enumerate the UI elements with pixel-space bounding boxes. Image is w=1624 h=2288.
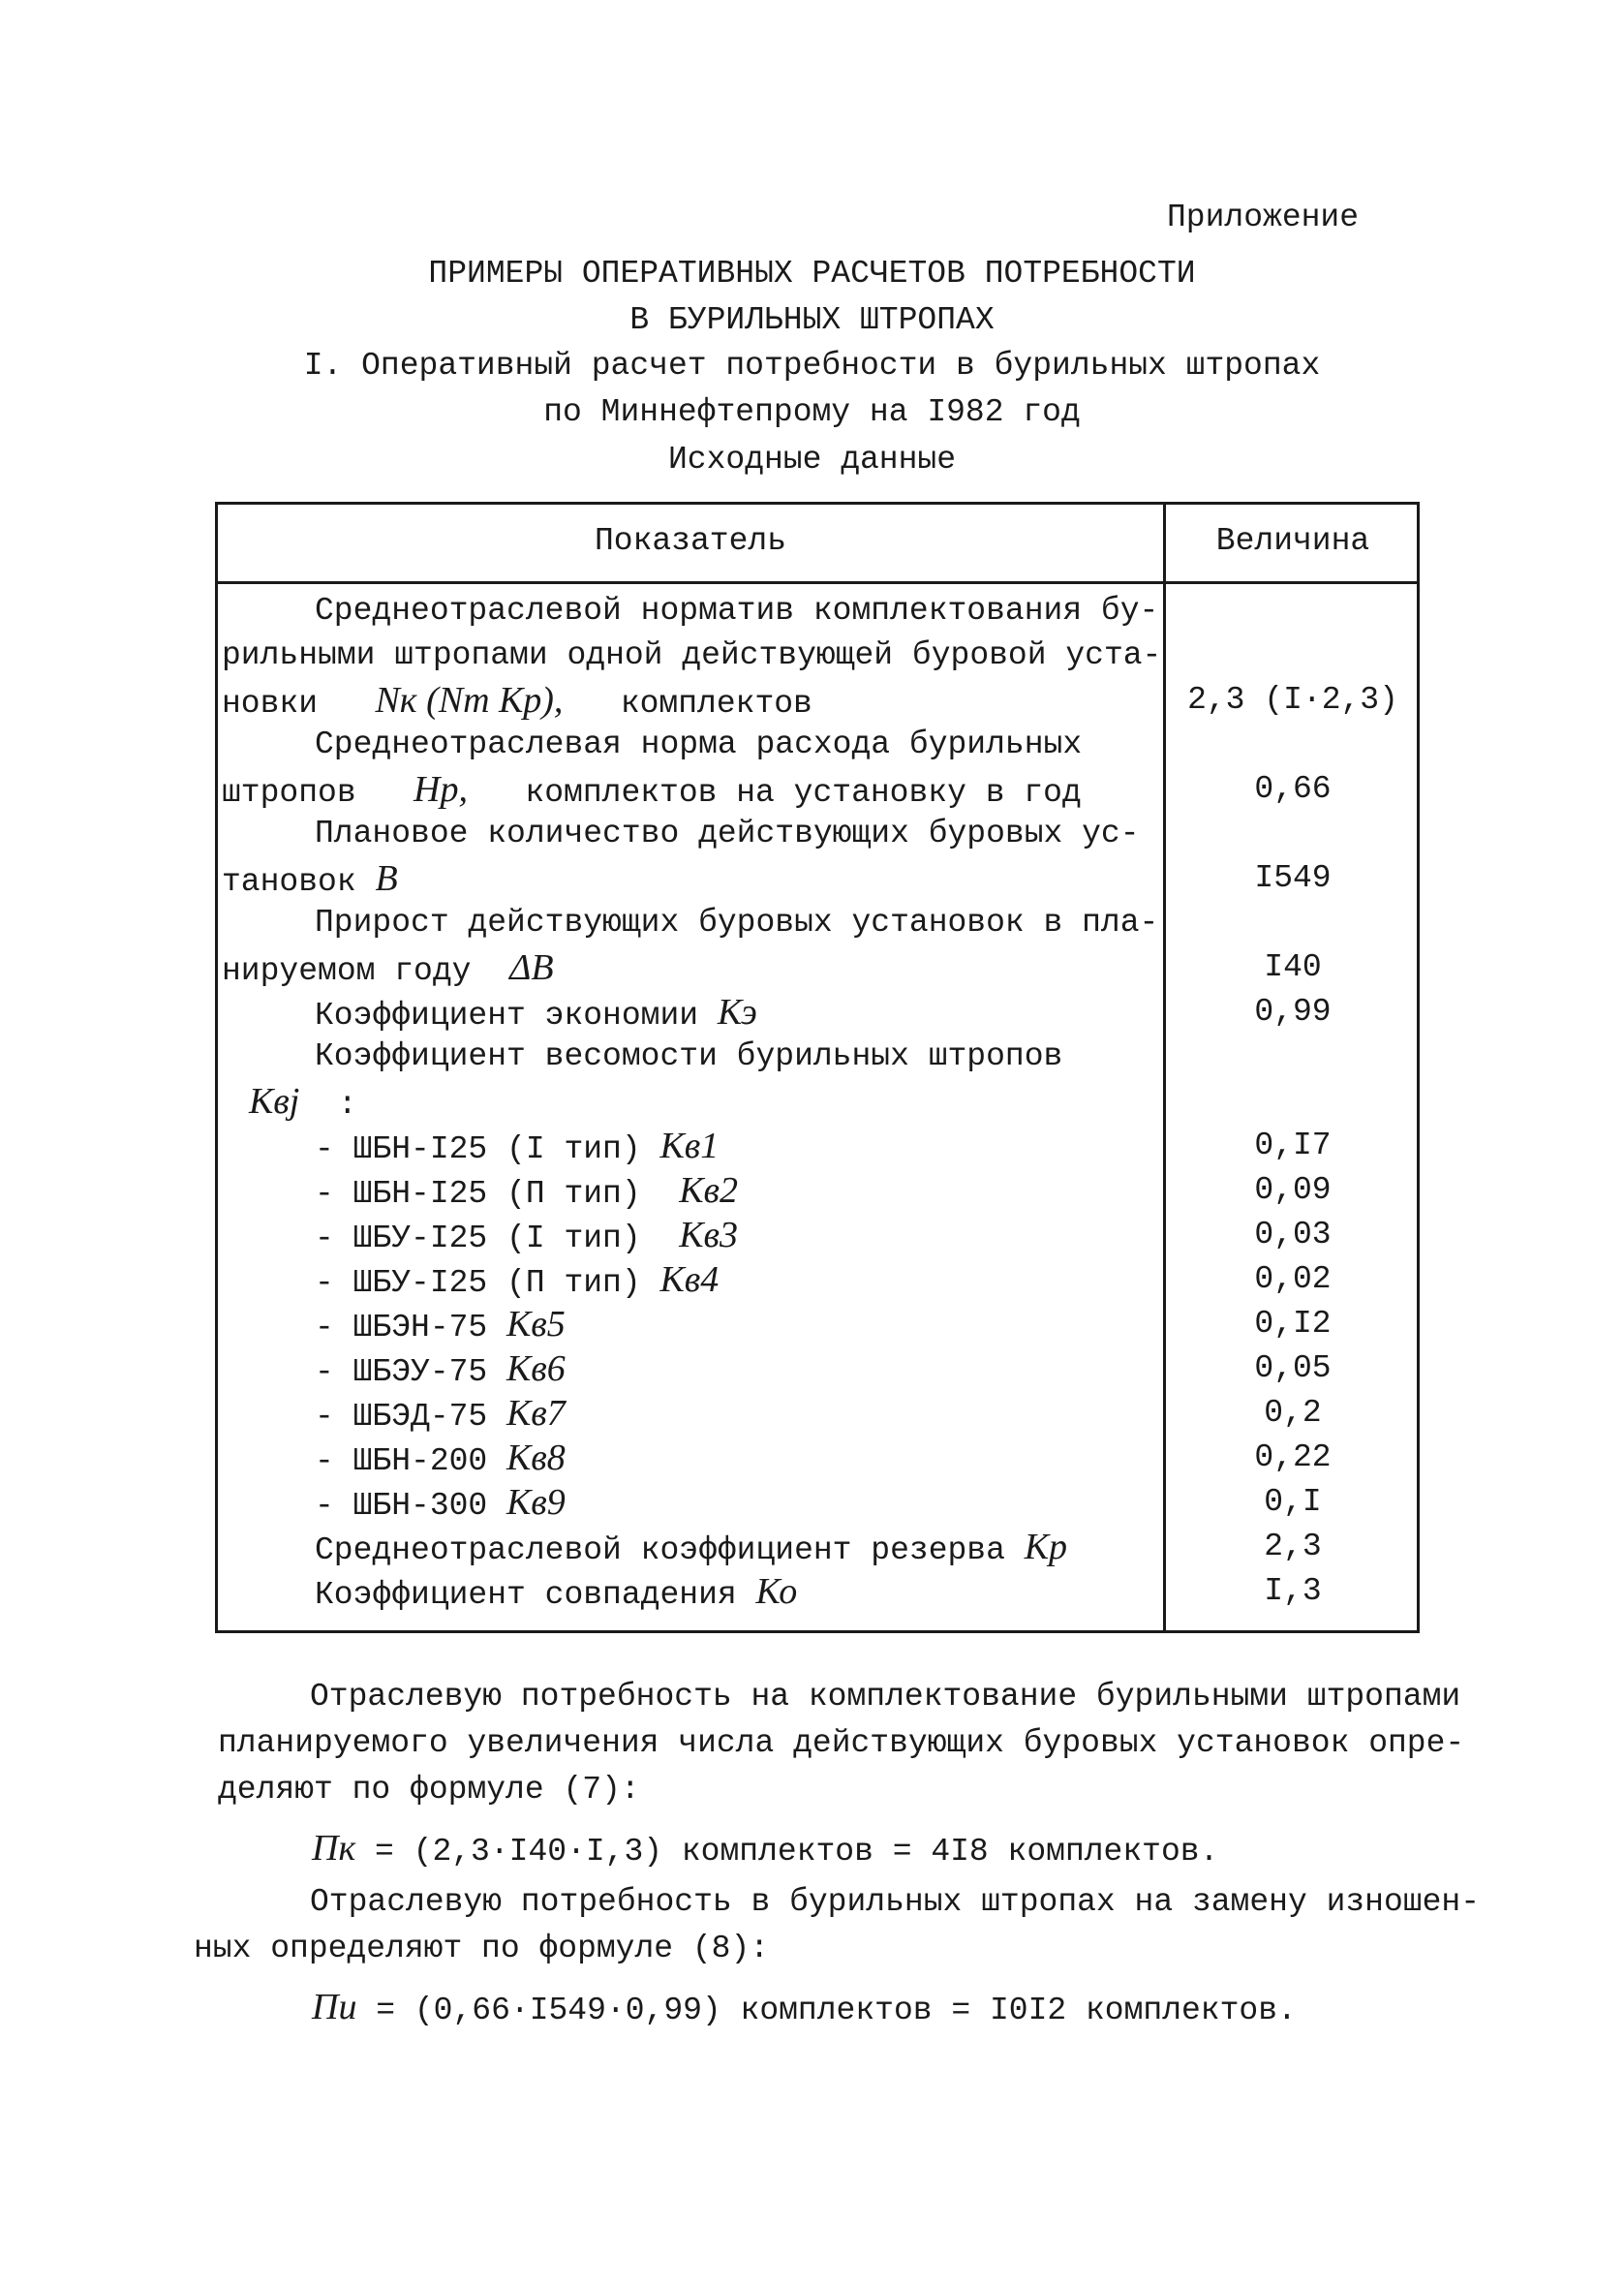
list-item: - ШБУ-I25 (I тип) Кв3 — [315, 1215, 738, 1256]
row-planned-line-1: Плановое количество действующих буровых ус- — [315, 816, 1140, 851]
header-indicator: Показатель — [594, 523, 787, 559]
paragraph-2-line-1: Отраслевую потребность в бурильных штропах на замену изношен- — [310, 1884, 1480, 1920]
list-item: - ШБН-300 Кв9 — [315, 1482, 566, 1524]
row-reserve: Среднеотраслевой коэффициент резерва Кр — [315, 1527, 1067, 1568]
value-coincidence: I,3 — [1264, 1573, 1322, 1609]
list-item: - ШБЭД-75 Кв7 — [315, 1393, 566, 1435]
variable-kv: Кв9 — [506, 1482, 566, 1523]
row-economy: Коэффициент экономии Кэ — [315, 992, 757, 1034]
list-item-value: 0,I — [1264, 1484, 1322, 1520]
source-data-label: Исходные данные — [667, 442, 957, 478]
variable-nk: Nк (Nт Кр), — [375, 680, 564, 721]
value-reserve: 2,3 — [1264, 1529, 1322, 1564]
paragraph-2-line-2: ных определяют по формуле (8): — [194, 1931, 770, 1966]
value-norm: 2,3 (I·2,3) — [1187, 682, 1398, 718]
formula-7: Пк = (2,3·I40·I,3) комплектов = 4I8 комплектов. — [312, 1828, 1219, 1870]
row-weight-line-1: Коэффициент весомости бурильных штропов — [315, 1038, 1063, 1074]
variable-kvj: Квj — [249, 1081, 300, 1122]
row-increase-line-1: Прирост действующих буровых установок в пла- — [315, 905, 1159, 941]
variable-kv: Кв8 — [506, 1438, 566, 1478]
paragraph-1-line-2: планируемого увеличения числа действующих буровых установок опре- — [218, 1725, 1465, 1761]
variable-kv: Кв1 — [659, 1126, 720, 1166]
section-heading-line-1: I. Оперативный расчет потребности в бурильных штропах — [303, 348, 1321, 384]
row-consumption-line-1: Среднеотраслевая норма расхода бурильных — [315, 727, 1083, 762]
variable-pk: Пк — [312, 1828, 356, 1869]
list-item: - ШБУ-I25 (П тип) Кв4 — [315, 1259, 720, 1301]
value-consumption: 0,66 — [1254, 771, 1332, 807]
variable-kv: Кв6 — [506, 1348, 566, 1389]
row-coincidence: Коэффициент совпадения Ко — [315, 1571, 798, 1613]
row-norm-line-2: рильными штропами одной действующей буровой уста- — [222, 637, 1162, 673]
list-item: - ШБН-I25 (I тип) Кв1 — [315, 1126, 720, 1167]
row-norm-line-3: новки Nк (Nт Кр), комплектов — [222, 680, 812, 722]
list-item-value: 0,03 — [1254, 1217, 1332, 1252]
variable-pi: Пи — [312, 1987, 357, 2027]
row-norm-line-1: Среднеотраслевой норматив комплектования бу- — [315, 593, 1159, 629]
list-item: - ШБН-200 Кв8 — [315, 1438, 566, 1479]
header-divider — [218, 581, 1417, 584]
list-item: - ШБЭН-75 Кв5 — [315, 1304, 566, 1345]
variable-kv: Кв5 — [506, 1304, 566, 1345]
variable-kv: Кв7 — [506, 1393, 566, 1434]
variable-ke: Кэ — [717, 992, 757, 1033]
title-line-2: В БУРИЛЬНЫХ ШТРОПАХ — [629, 302, 995, 338]
list-item-value: 0,02 — [1254, 1261, 1332, 1297]
list-item-value: 0,09 — [1254, 1172, 1332, 1208]
paragraph-1-line-1: Отраслевую потребность на комплектование бурильными штропами — [310, 1679, 1461, 1715]
value-planned: I549 — [1254, 860, 1332, 896]
list-item-value: 0,05 — [1254, 1350, 1332, 1386]
list-item: - ШБН-I25 (П тип) Кв2 — [315, 1170, 738, 1212]
variable-kr: Кр — [1024, 1527, 1067, 1567]
variable-delta-b: ΔB — [509, 947, 554, 988]
value-economy: 0,99 — [1254, 994, 1332, 1030]
paragraph-1-line-3: деляют по формуле (7): — [218, 1772, 640, 1808]
variable-kv: Кв3 — [679, 1215, 738, 1255]
appendix-label: Приложение — [1167, 200, 1360, 235]
variable-kv: Кв2 — [679, 1170, 738, 1211]
row-increase-line-2: нируемом году ΔB — [222, 947, 554, 989]
title-line-1: ПРИМЕРЫ ОПЕРАТИВНЫХ РАСЧЕТОВ ПОТРЕБНОСТИ — [428, 256, 1196, 292]
header-value: Величина — [1215, 523, 1370, 559]
source-data-table — [215, 502, 1420, 1633]
list-item-value: 0,I2 — [1254, 1306, 1332, 1342]
variable-b: B — [375, 858, 398, 899]
formula-8: Пи = (0,66·I549·0,99) комплектов = I0I2 комплектов. — [312, 1987, 1297, 2028]
row-planned-line-2: тановок B — [222, 858, 398, 900]
section-heading-line-2: по Миннефтепрому на I982 год — [543, 394, 1081, 430]
list-item-value: 0,2 — [1264, 1395, 1322, 1431]
row-weight-line-2: Квj : — [249, 1081, 357, 1123]
list-item: - ШБЭУ-75 Кв6 — [315, 1348, 566, 1390]
list-item-value: 0,I7 — [1254, 1128, 1332, 1163]
variable-kv: Кв4 — [659, 1259, 720, 1300]
list-item-value: 0,22 — [1254, 1439, 1332, 1475]
variable-ko: Ко — [755, 1571, 798, 1612]
value-increase: I40 — [1264, 949, 1322, 985]
row-consumption-line-2: штропов Hр, комплектов на установку в год — [222, 769, 1082, 811]
variable-hp: Hр, — [414, 769, 468, 810]
